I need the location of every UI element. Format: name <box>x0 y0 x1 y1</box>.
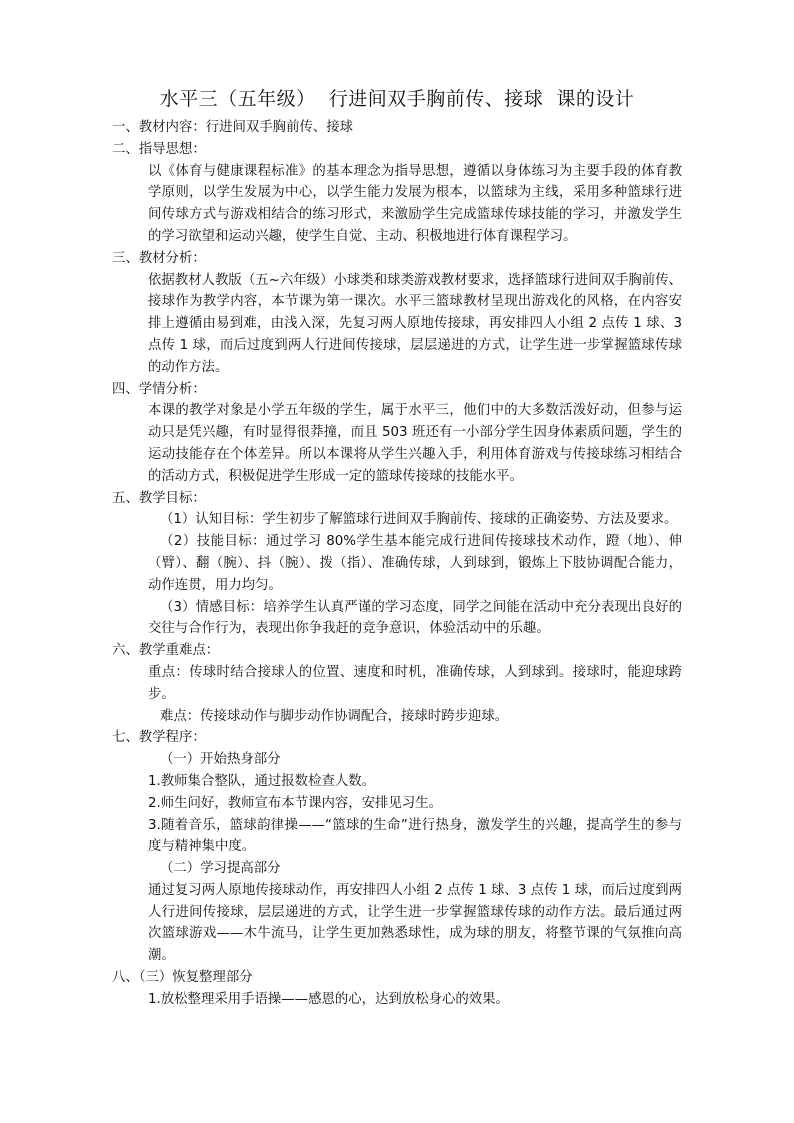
section-8-heading: 八、（三）恢复整理部分 <box>112 970 253 986</box>
section-5-heading: 五、教学目标： <box>112 490 206 506</box>
step-2: 2.师生问好，教师宣布本节课内容，安排见习生。 <box>148 795 442 811</box>
objective-emotional: （3）情感目标：培养学生认真严谨的学习态度，同学之间能在活动中充分表现出良好的交往与合作行为，表现出你争我赶的竞争意识，体验活动中的乐趣。 <box>148 599 682 637</box>
section-8-body: 1.放松整理采用手语操——感恩的心，达到放松身心的效果。 <box>148 991 509 1007</box>
objective-skill: （2）技能目标：通过学习 80%学生基本能完成行进间传接球技术动作，蹬（地）、伸（臂）、翻（腕）、抖（腕）、拨（指）、准确传球，人到球到，锻炼上下肢协调配合能力，动作连贯，用力均匀。 <box>148 534 682 593</box>
section-2-body: 以《体育与健康课程标准》的基本理念为指导思想，遵循以身体练习为主要手段的体育教学原则，以学生发展为中心，以学生能力发展为根本，以篮球为主线，采用多种篮球行进间传球方式与游戏相结合的练习形式，来激励学生完成篮球传球技能的学习，并激发学生的学习欲望和运动兴趣，使学生自觉、主动、积极地进行体育课程学习。 <box>148 163 682 244</box>
part-1-heading: （一）开始热身部分 <box>160 752 281 768</box>
section-3-heading: 三、教材分析： <box>112 250 206 266</box>
section-6-heading: 六、教学重难点： <box>112 643 220 659</box>
section-1-heading: 一、教材内容：行进间双手胸前传、接球 <box>112 120 354 135</box>
section-7-heading: 七、教学程序： <box>112 730 206 746</box>
difficult-point: 难点：传接球动作与脚步动作协调配合，接球时跨步迎球。 <box>160 708 509 724</box>
page-title: 水平三（五年级） 行进间双手胸前传、接球 课的设计 <box>159 88 635 110</box>
section-4-heading: 四、学情分析： <box>112 381 206 397</box>
key-point: 重点：传球时结合接球人的位置、速度和时机，准确传球，人到球到。接球时，能迎球跨步。 <box>148 664 682 702</box>
section-4-body: 本课的教学对象是小学五年级的学生，属于水平三，他们中的大多数活泼好动，但参与运动只是凭兴趣，有时显得很莽撞，而且 503 班还有一小部分学生因身体素质问题，学生的运动技能存在个体差异。所以本课将从学生兴趣入手，利用体育游戏与传接球练习相结合的活动方式，积极促进学生形成一定的篮球传接球的技能水平。 <box>148 403 682 484</box>
part-2-body: 通过复习两人原地传接球动作，再安排四人小组 2 点传 1 球、3 点传 1 球，而后过度到两人行进间传接球，层层递进的方式，让学生进一步掌握篮球传球的动作方法。最后通过两次篮球游戏——木牛流马，让学生更加熟悉球性，成为球的朋友，将整节课的气氛推向高潮。 <box>148 882 682 964</box>
section-3-body: 依据教材人教版（五~六年级）小球类和球类游戏教材要求，选择篮球行进间双手胸前传、接球作为教学内容，本节课为第一课次。水平三篮球教材呈现出游戏化的风格，在内容安排上遵循由易到难，由浅入深，先复习两人原地传接球，再安排四人小组 2 点传 1 球、3 点传 1 球，而后过度到两人行进间传接球，层层递进的方式，让学生进一步掌握篮球传球的动作方法。 <box>148 272 682 375</box>
step-3: 3.随着音乐，篮球韵律操——“篮球的生命”进行热身，激发学生的兴趣，提高学生的参与度与精神集中度。 <box>148 817 682 855</box>
part-2-heading: （二）学习提高部分 <box>160 861 281 877</box>
section-2-heading: 二、指导思想： <box>112 141 206 157</box>
step-1: 1.教师集合整队，通过报数检查人数。 <box>148 773 376 789</box>
document-body <box>112 117 682 1011</box>
objective-cognitive: （1）认知目标：学生初步了解篮球行进间双手胸前传、接球的正确姿势、方法及要求。 <box>160 512 678 528</box>
